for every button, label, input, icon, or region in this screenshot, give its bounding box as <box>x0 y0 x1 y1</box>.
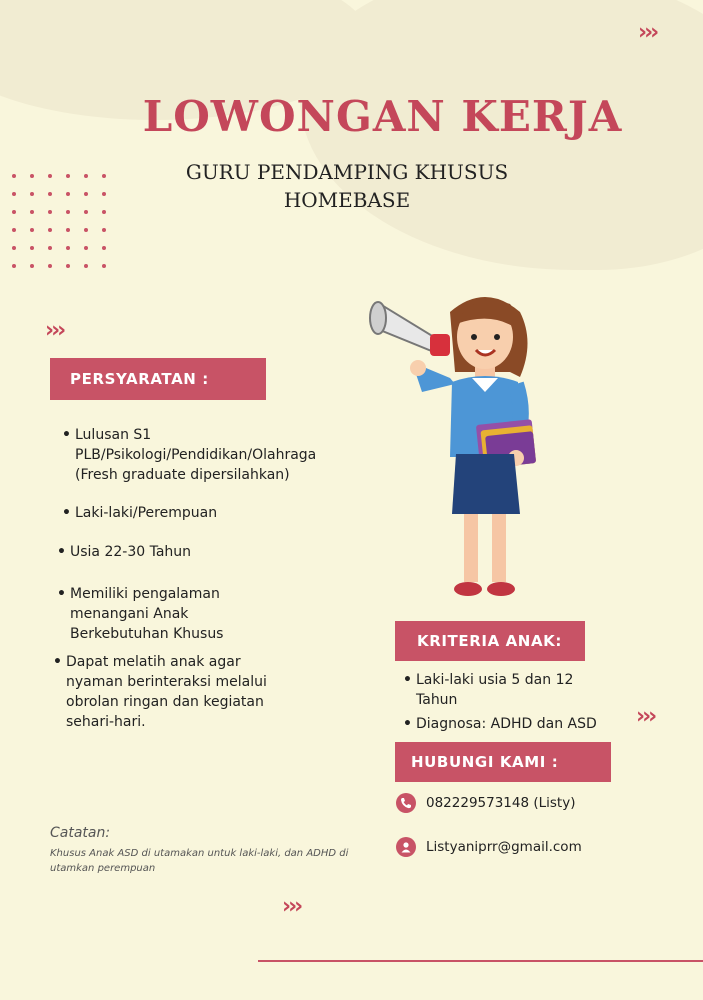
requirement-line: • Lulusan S1 <box>75 427 152 443</box>
contact-heading-text: HUBUNGI KAMI : <box>411 753 559 771</box>
requirement-line: • Laki-laki/Perempuan <box>75 505 218 521</box>
contact-phone-text: 082229573148 (Listy) <box>426 795 576 811</box>
note-text: Khusus Anak ASD di utamakan untuk laki-laki, dan ADHD di utamkan perempuan <box>50 848 349 874</box>
dot-grid-decoration <box>6 170 116 280</box>
user-icon <box>396 837 416 857</box>
requirement-item-2 <box>75 503 217 523</box>
contact-heading <box>395 742 611 782</box>
subtitle-line-1: GURU PENDAMPING KHUSUS <box>185 160 509 184</box>
chevrons-left: ››› <box>45 318 64 343</box>
chevrons-right: ››› <box>636 704 655 729</box>
requirement-line: • Dapat melatih anak agar <box>66 654 241 670</box>
criteria-line: Tahun <box>416 692 458 708</box>
requirements-heading-text: PERSYARATAN : <box>70 370 209 388</box>
requirement-line: Berkebutuhan Khusus <box>70 626 224 642</box>
requirement-line: • Usia 22-30 Tahun <box>70 544 192 560</box>
requirement-line: nyaman berinteraksi melalui <box>66 674 267 690</box>
requirement-item-5 <box>66 652 267 732</box>
requirements-heading <box>50 358 266 400</box>
contact-email[interactable] <box>396 837 582 857</box>
page-title: LOWONGAN KERJA <box>142 92 623 141</box>
criteria-item-2 <box>416 714 597 734</box>
requirement-line: • Memiliki pengalaman <box>70 586 220 602</box>
requirement-line: (Fresh graduate dipersilahkan) <box>75 467 290 483</box>
requirement-line: sehari-hari. <box>66 714 146 730</box>
woman-megaphone-illustration <box>360 282 560 607</box>
phone-icon <box>396 793 416 813</box>
job-subtitle <box>172 158 522 214</box>
requirement-item-1 <box>75 425 316 485</box>
requirement-item-3 <box>70 542 191 562</box>
requirement-line: menangani Anak <box>70 606 189 622</box>
requirement-line: obrolan ringan dan kegiatan <box>66 694 264 710</box>
criteria-item-1 <box>416 670 573 710</box>
contact-email-text: Listyaniprr@gmail.com <box>426 839 582 855</box>
requirement-item-4 <box>70 584 223 644</box>
criteria-line: • Laki-laki usia 5 dan 12 <box>416 672 574 688</box>
chevrons-top-right: ››› <box>638 20 657 45</box>
bottom-divider <box>258 960 703 962</box>
criteria-line: • Diagnosa: ADHD dan ASD <box>416 716 597 732</box>
contact-phone[interactable] <box>396 793 575 813</box>
subtitle-line-2: HOMEBASE <box>283 188 411 212</box>
criteria-heading-text: KRITERIA ANAK: <box>417 632 562 650</box>
requirement-line: PLB/Psikologi/Pendidikan/Olahraga <box>75 447 317 463</box>
note-heading: Catatan: <box>50 825 111 841</box>
criteria-heading <box>395 621 585 661</box>
chevrons-bottom: ››› <box>282 894 301 919</box>
